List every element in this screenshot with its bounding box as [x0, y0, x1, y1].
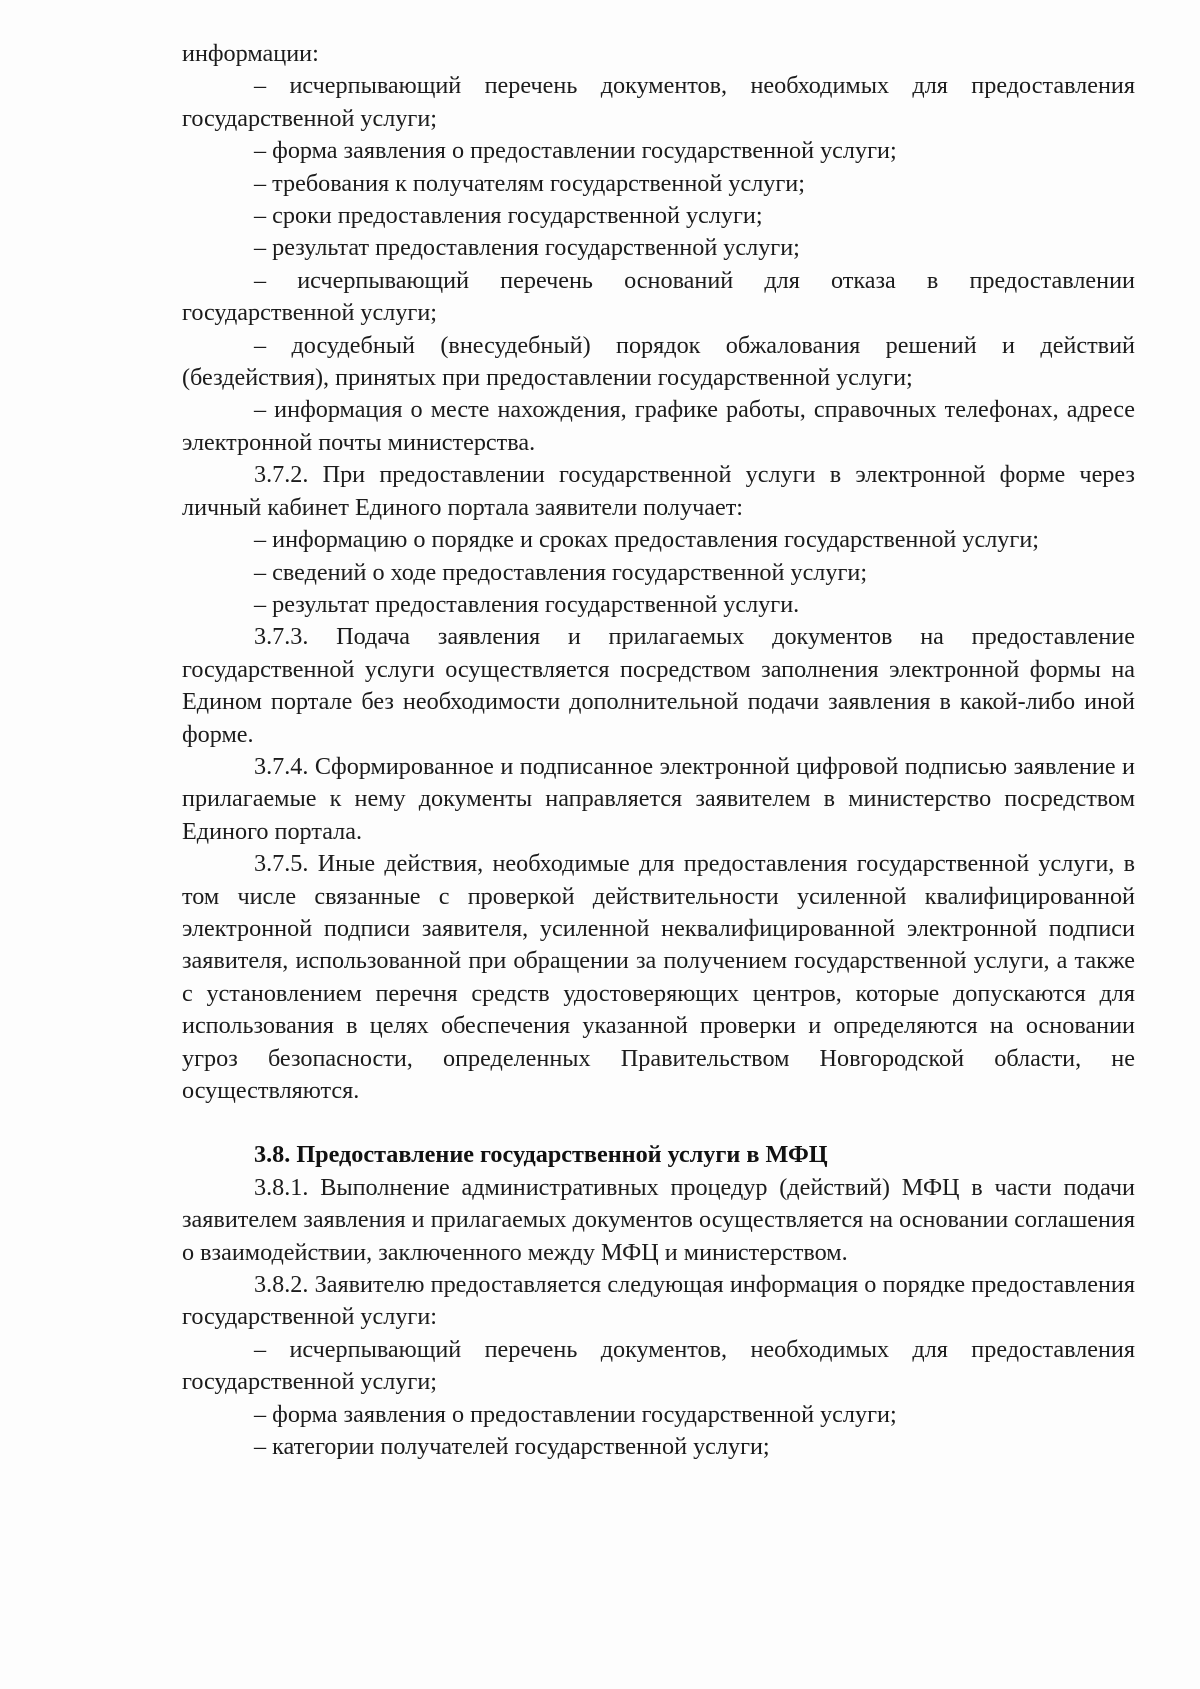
list-item: – сроки предоставления государственной услуги; [254, 202, 763, 230]
list-item: – исчерпывающий перечень оснований для отказа в предоставлении государственной услуги; [182, 266, 1135, 327]
list-item: – досудебный (внесудебный) порядок обжалования решений и действий (бездействия), принятых при предоставлении государственной услуги; [182, 331, 1135, 392]
list-item: – информацию о порядке и сроках предоставления государственной услуги; [254, 526, 1039, 554]
paragraph: 3.8.1. Выполнение административных процедур (действий) МФЦ в части подачи заявителем заявления и прилагаемых документов осуществляется на основании соглашения о взаимодействии, заключенного между МФЦ и министерством. [182, 1173, 1135, 1266]
list-item: – исчерпывающий перечень документов, необходимых для предоставления государственной услуги; [182, 1335, 1135, 1396]
paragraph: 3.7.3. Подача заявления и прилагаемых документов на предоставление государственной услуги осуществляется посредством заполнения электронной формы на Едином портале без необходимости дополнительной подачи заявления в какой-либо иной форме. [182, 623, 1135, 748]
paragraph: информации: [182, 40, 319, 67]
list-item: – результат предоставления государственной услуги. [254, 590, 800, 618]
list-item: – информация о месте нахождения, графике работы, справочных телефонах, адресе электронной почты министерства. [182, 396, 1135, 456]
list-item: – категории получателей государственной услуги; [254, 1433, 770, 1461]
paragraph: 3.7.2. При предоставлении государственной услуги в электронной форме через личный кабинет Единого портала заявители получает: [182, 461, 1135, 521]
list-item: – форма заявления о предоставлении государственной услуги; [254, 1400, 897, 1428]
list-item: – сведений о ходе предоставления государственной услуги; [254, 558, 868, 586]
list-item: – исчерпывающий перечень документов, необходимых для предоставления государственной услуги; [182, 72, 1135, 132]
list-item: – форма заявления о предоставлении государственной услуги; [254, 137, 897, 165]
paragraph: 3.7.4. Сформированное и подписанное электронной цифровой подписью заявление и прилагаемые к нему документы направляется заявителем в министерство посредством Единого портала. [182, 752, 1135, 845]
list-item: – требования к получателям государственной услуги; [254, 169, 805, 197]
section-heading: 3.8. Предоставление государственной услуги в МФЦ [254, 1141, 828, 1169]
document-body [182, 38, 1135, 1463]
paragraph: 3.7.5. Иные действия, необходимые для предоставления государственной услуги, в том числе связанные с проверкой действительности усиленной квалифицированной электронной подписи заявителя, усиленной неквалифицированной электронной подписи заявителя, использованной при обращении за получением государственной услуги, а также с установлением перечня средств удостоверяющих центров, которые допускаются для использования в целях обеспечения указанной проверки и определяются на основании угроз безопасности, определенных Правительством Новгородской области, не осуществляются. [182, 850, 1135, 1104]
list-item: – результат предоставления государственной услуги; [254, 234, 800, 262]
paragraph: 3.8.2. Заявителю предоставляется следующая информация о порядке предоставления государственной услуги: [182, 1271, 1135, 1331]
